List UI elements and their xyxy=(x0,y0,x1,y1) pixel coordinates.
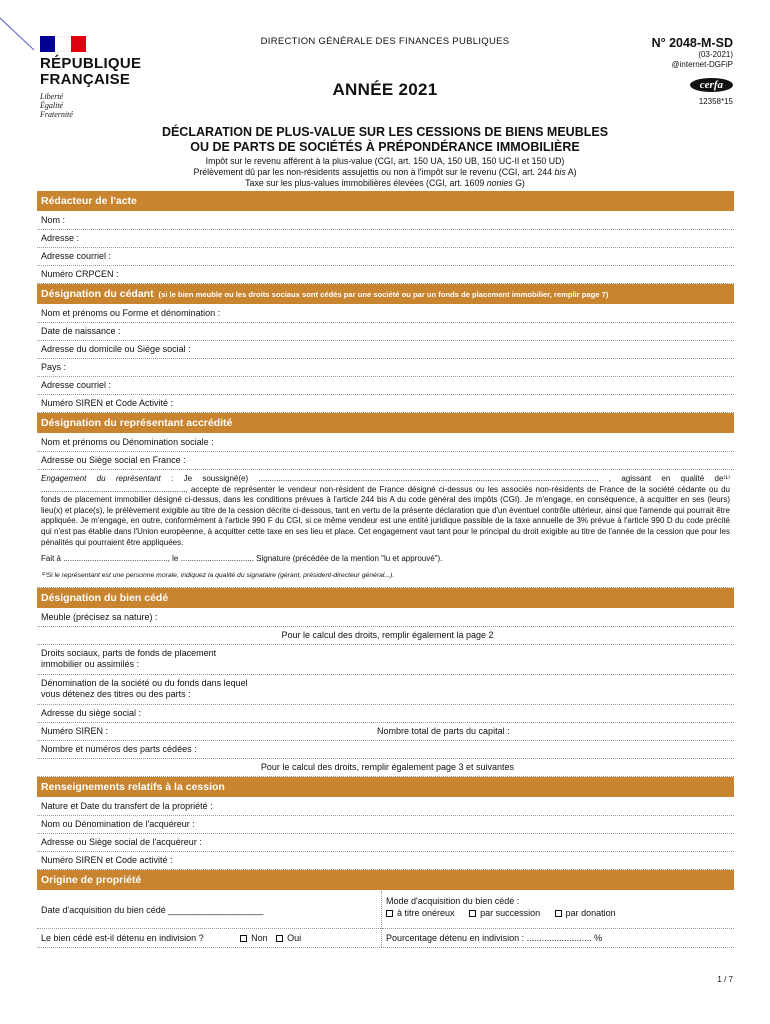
origine-grid xyxy=(37,891,734,948)
pourcentage-indivision-field[interactable]: Pourcentage détenu en indivision : .......................... % xyxy=(386,933,603,944)
non-label: Non xyxy=(251,933,268,944)
checkbox-succession[interactable] xyxy=(469,910,476,917)
bien-meuble-field[interactable]: Meuble (précisez sa nature) : xyxy=(37,609,734,627)
onereux-label: à titre onéreux xyxy=(397,908,455,919)
redacteur-crpcen-field[interactable]: Numéro CRPCEN : xyxy=(37,266,734,284)
engagement-label: Engagement du représentant xyxy=(41,474,161,483)
bien-siren-row xyxy=(37,723,734,741)
denom-line-1: Dénomination de la société ou du fonds dans lequel xyxy=(41,678,248,689)
form-number: N° 2048-M-SD xyxy=(651,36,733,50)
corner-mark xyxy=(0,0,40,60)
cedant-note: (si le bien meuble ou les droits sociaux sont cédés par une société ou par un fonds de placement immobilier, remplir page 7) xyxy=(158,290,609,299)
bien-page2-note: Pour le calcul des droits, remplir également la page 2 xyxy=(37,627,734,645)
bien-total-parts-field[interactable]: Nombre total de parts du capital : xyxy=(377,726,510,737)
engagement-text xyxy=(41,474,730,548)
bien-parts-cedees-field[interactable]: Nombre et numéros des parts cédées : xyxy=(37,741,734,759)
section-origine: Origine de propriété xyxy=(37,870,734,891)
checkbox-non[interactable] xyxy=(240,935,247,942)
mode-options xyxy=(386,907,730,919)
donation-label: par donation xyxy=(565,908,616,919)
cession-acquereur-field[interactable]: Nom ou Dénomination de l'acquéreur : xyxy=(37,816,734,834)
engagement-body: : Je soussigné(e) ......................................................................................................................................................... , agissant en qualité de⁽¹⁾ ................................................................., accepte de représenter le vendeur non-résident de France désigné ci-dessus ou les associés non-résidents de France de la société cédante ou du fonds de placement immobilier désigné ci-dessus, dans les conditions prévues à l'article 244 bis A du code général des impôts (CGI). Je m'engage, en conséquence, à acquitter en ses (leurs) lieu(x) et place(s), le prélèvement exigible au titre de la cession décrite ci-dessous, tant en vertu de la présente déclaration que d'un éventuel contrôle ultérieur, ainsi que l'amende qui pourrait être appliquée. Je m'engage, en outre, conformément à l'article 990 F du CGI, si ce même vendeur est une entité juridique passible de la taxe annuelle de 3% prévue à l'article 990 D du code précité qui n'est pas établie dans l'Union européenne, à acquitter cette taxe en ses lieu et place. Cet engagement vaut tant pour le principal du droit exigible au titre de l'année de la cession que pour les pénalités qui pourraient être appliquées. xyxy=(41,474,730,547)
logo-republique: RÉPUBLIQUE xyxy=(40,55,142,72)
republique-francaise-logo xyxy=(40,36,150,119)
bien-page3-note: Pour le calcul des droits, remplir également page 3 et suivantes xyxy=(37,759,734,777)
bien-denomination-field[interactable] xyxy=(37,675,734,705)
subtitle-3-text: Taxe sur les plus-values immobilières élevées (CGI, art. 1609 xyxy=(245,178,487,188)
indivision-non-option[interactable] xyxy=(234,933,268,943)
declaration-form xyxy=(37,191,734,948)
subtitle-2-text: Prélèvement dû par les non-résidents assujettis ou non à l'impôt sur le revenu (CGI, art. 244 xyxy=(193,167,555,177)
subtitle-3-italic: nonies xyxy=(486,178,513,188)
section-cedant xyxy=(37,284,734,305)
date-acquisition-field[interactable]: Date d'acquisition du bien cédé ___________________ xyxy=(37,891,381,929)
section-bien-cede: Désignation du bien cédé xyxy=(37,588,734,609)
mode-donation-option[interactable] xyxy=(543,908,616,918)
motto-liberte: Liberté xyxy=(40,92,64,101)
representant-adresse-field[interactable]: Adresse ou Siège social en France : xyxy=(37,452,734,470)
cedant-nom-field[interactable]: Nom et prénoms ou Forme et dénomination : xyxy=(37,305,734,323)
bien-siren-field[interactable]: Numéro SIREN : xyxy=(41,726,109,737)
form-source: @internet-DGFiP xyxy=(671,60,733,69)
title-line-1: DÉCLARATION DE PLUS-VALUE SUR LES CESSIONS DE BIENS MEUBLES xyxy=(161,125,609,139)
cedant-pays-field[interactable]: Pays : xyxy=(37,359,734,377)
oui-label: Oui xyxy=(287,933,302,944)
redacteur-courriel-field[interactable]: Adresse courriel : xyxy=(37,248,734,266)
indivision-label: Le bien cédé est-il détenu en indivision ? xyxy=(41,933,204,944)
mode-succession-option[interactable] xyxy=(457,908,540,918)
checkbox-oui[interactable] xyxy=(276,935,283,942)
subtitle-3-end: G) xyxy=(512,178,525,188)
cedant-siren-field[interactable]: Numéro SIREN et Code Activité : xyxy=(37,395,734,413)
document-title xyxy=(0,125,770,155)
succession-label: par succession xyxy=(480,908,541,919)
section-cession: Renseignements relatifs à la cession xyxy=(37,777,734,798)
section-representant: Désignation du représentant accrédité xyxy=(37,413,734,434)
cession-nature-field[interactable]: Nature et Date du transfert de la propriété : xyxy=(37,798,734,816)
origine-left xyxy=(37,891,382,947)
form-date: (03-2021) xyxy=(698,50,733,59)
motto-fraternite: Fraternité xyxy=(40,110,73,119)
cedant-naissance-field[interactable]: Date de naissance : xyxy=(37,323,734,341)
droits-line-1: Droits sociaux, parts de fonds de placement xyxy=(41,648,217,659)
document-subtitles xyxy=(0,156,770,189)
mode-label: Mode d'acquisition du bien cédé : xyxy=(386,896,520,907)
year-heading: ANNÉE 2021 xyxy=(332,80,438,99)
denom-line-2: vous détenez des titres ou des parts : xyxy=(41,689,191,700)
page-number: 1 / 7 xyxy=(717,975,733,984)
checkbox-donation[interactable] xyxy=(555,910,562,917)
engagement-block[interactable] xyxy=(37,470,734,588)
engagement-footnote: ⁽¹⁾Si le représentant est une personne morale, indiquez la qualité du signataire (gérant, président-directeur général...). xyxy=(41,571,395,579)
form-reference xyxy=(652,36,733,106)
direction-heading: DIRECTION GÉNÉRALE DES FINANCES PUBLIQUES xyxy=(260,36,510,47)
title-line-2: OU DE PARTS DE SOCIÉTÉS À PRÉPONDÉRANCE IMMOBILIÈRE xyxy=(190,140,580,154)
cedant-courriel-field[interactable]: Adresse courriel : xyxy=(37,377,734,395)
redacteur-nom-field[interactable]: Nom : xyxy=(37,212,734,230)
logo-francaise: FRANÇAISE xyxy=(40,71,131,88)
subtitle-2-italic: bis xyxy=(554,167,566,177)
mode-acquisition xyxy=(382,891,734,929)
subtitle-1: Impôt sur le revenu afférent à la plus-value (CGI, art. 150 UA, 150 UB, 150 UC-II et 150 UD) xyxy=(205,156,565,166)
cerfa-number: 12358*15 xyxy=(698,97,733,106)
representant-nom-field[interactable]: Nom et prénoms ou Dénomination sociale : xyxy=(37,434,734,452)
subtitle-2 xyxy=(0,167,770,178)
indivision-question xyxy=(37,929,381,947)
indivision-oui-option[interactable] xyxy=(270,933,301,943)
fait-signature-line[interactable]: Fait à ..............................................., le ................................. Signature (précédée de la mention "lu et approuvé"). xyxy=(41,554,443,564)
cedant-adresse-field[interactable]: Adresse du domicile ou Siège social : xyxy=(37,341,734,359)
subtitle-2-end: A) xyxy=(565,167,577,177)
section-redacteur: Rédacteur de l'acte xyxy=(37,191,734,212)
mode-onereux-option[interactable] xyxy=(386,908,455,918)
redacteur-adresse-field[interactable]: Adresse : xyxy=(37,230,734,248)
cedant-heading: Désignation du cédant xyxy=(41,288,154,300)
motto-egalite: Égalité xyxy=(40,101,64,110)
checkbox-onereux[interactable] xyxy=(386,910,393,917)
droits-line-2: immobilier ou assimilés : xyxy=(41,659,140,670)
origine-right xyxy=(382,891,734,947)
cerfa-logo: cerfa xyxy=(690,78,733,92)
bien-siege-field[interactable]: Adresse du siège social : xyxy=(37,705,734,723)
subtitle-3 xyxy=(0,178,770,189)
cession-adresse-acquereur-field[interactable]: Adresse ou Siège social de l'acquéreur : xyxy=(37,834,734,852)
bien-droits-sociaux-field[interactable] xyxy=(37,645,734,675)
cession-siren-field[interactable]: Numéro SIREN et Code activité : xyxy=(37,852,734,870)
